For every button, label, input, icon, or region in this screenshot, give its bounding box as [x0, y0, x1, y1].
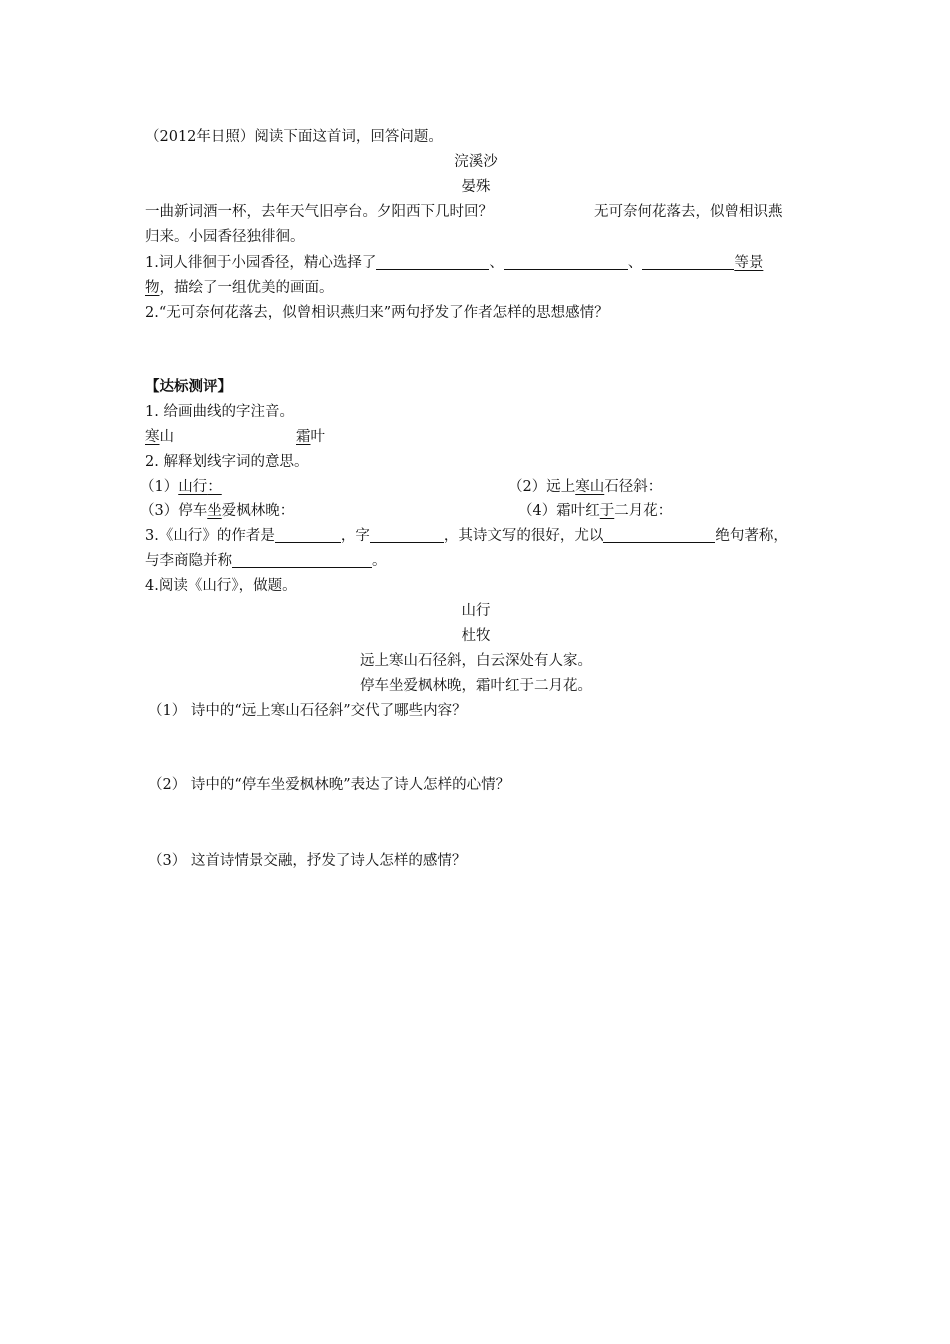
question-2: 2.“无可奈何花落去，似曾相识燕归来”两句抒发了作者怎样的思想感情？ — [145, 305, 609, 321]
sub-question-3: （3） 这首诗情景交融，抒发了诗人怎样的感情？ — [148, 853, 467, 869]
intro-text: （2012年日照）阅读下面这首词，回答问题。 — [145, 129, 443, 145]
question-1 — [145, 254, 763, 272]
sub-question-1: （1） 诗中的“远上寒山石径斜”交代了哪些内容？ — [148, 703, 467, 719]
explain-item-4 — [518, 502, 672, 520]
question-1-sep: 、 — [489, 255, 504, 271]
underlined-word: 坐 — [207, 503, 222, 519]
question-1-line-2 — [145, 279, 334, 297]
phonetic-word-1 — [145, 428, 174, 446]
item-prefix: （2）远上 — [508, 479, 576, 495]
test-question-3 — [145, 527, 788, 545]
question-1-underlined: 物 — [145, 280, 160, 296]
poem-line-1 — [145, 203, 493, 221]
q3-text: 3.《山行》的作者是 — [145, 528, 275, 544]
question-1-prefix: 1.词人徘徊于小园香径，精心选择了 — [145, 255, 377, 271]
poem-line-1-a: 一曲新词酒一杯，去年天气旧亭台。夕阳西下几时回？ — [145, 204, 493, 220]
answer-blank[interactable] — [376, 255, 489, 270]
answer-blank[interactable] — [370, 528, 444, 543]
poem-author-2: 杜牧 — [461, 628, 491, 644]
q3-text: ，其诗文写的很好，尤以 — [443, 528, 604, 544]
answer-blank[interactable] — [504, 255, 628, 270]
q3-text: 与李商隐并称 — [145, 553, 232, 569]
poem-line-1-b: 无可奈何花落去，似曾相识燕 — [594, 204, 783, 220]
item-suffix: ： — [207, 479, 222, 495]
test-question-4: 4.阅读《山行》，做题。 — [145, 578, 297, 594]
item-prefix: （1） — [140, 479, 179, 495]
item-suffix: 爱枫林晚： — [221, 503, 295, 519]
item-suffix: 二月花： — [614, 503, 673, 519]
poem-title: 浣溪沙 — [454, 154, 498, 170]
q3-text: ，字 — [340, 528, 370, 544]
test-question-1: 1. 给画曲线的字注音。 — [145, 404, 294, 420]
answer-blank[interactable] — [232, 553, 372, 568]
underlined-char: 霜 — [296, 429, 311, 445]
underlined-word: 于 — [599, 503, 615, 519]
poem-title-2: 山行 — [461, 603, 491, 619]
answer-blank[interactable] — [642, 255, 734, 270]
underlined-word: 山行 — [178, 479, 208, 495]
answer-blank[interactable] — [275, 528, 341, 543]
poem-2-line-2: 停车坐爱枫林晚，霜叶红于二月花。 — [360, 678, 592, 694]
test-question-2: 2. 解释划线字词的意思。 — [145, 454, 309, 470]
sub-question-2: （2） 诗中的“停车坐爱枫林晚”表达了诗人怎样的心情？ — [148, 777, 511, 793]
word-rest: 山 — [159, 429, 174, 445]
question-1-sep: 、 — [627, 255, 643, 271]
explain-item-2 — [508, 478, 662, 496]
word-rest: 叶 — [310, 429, 325, 445]
underlined-char: 寒 — [145, 429, 160, 445]
section-heading: 【达标测评】 — [145, 378, 232, 395]
item-suffix: 石径斜： — [604, 479, 663, 495]
explain-item-1 — [140, 478, 222, 496]
question-1-suffix: 等景 — [734, 255, 764, 271]
test-question-3-line-2 — [145, 552, 387, 570]
q3-text: 。 — [372, 553, 387, 569]
item-prefix: （3）停车 — [140, 503, 208, 519]
item-prefix: （4）霜叶红 — [518, 503, 600, 519]
question-1-rest: ，描绘了一组优美的画面。 — [159, 280, 334, 296]
phonetic-word-2 — [296, 428, 325, 446]
underlined-word: 寒山 — [575, 479, 605, 495]
answer-blank[interactable] — [603, 528, 715, 543]
explain-item-3 — [140, 502, 294, 520]
poem-line-2: 归来。小园香径独徘徊。 — [145, 229, 305, 245]
q3-text: 绝句著称， — [715, 528, 788, 544]
poem-2-line-1: 远上寒山石径斜，白云深处有人家。 — [360, 653, 592, 669]
poem-author: 晏殊 — [461, 179, 491, 195]
